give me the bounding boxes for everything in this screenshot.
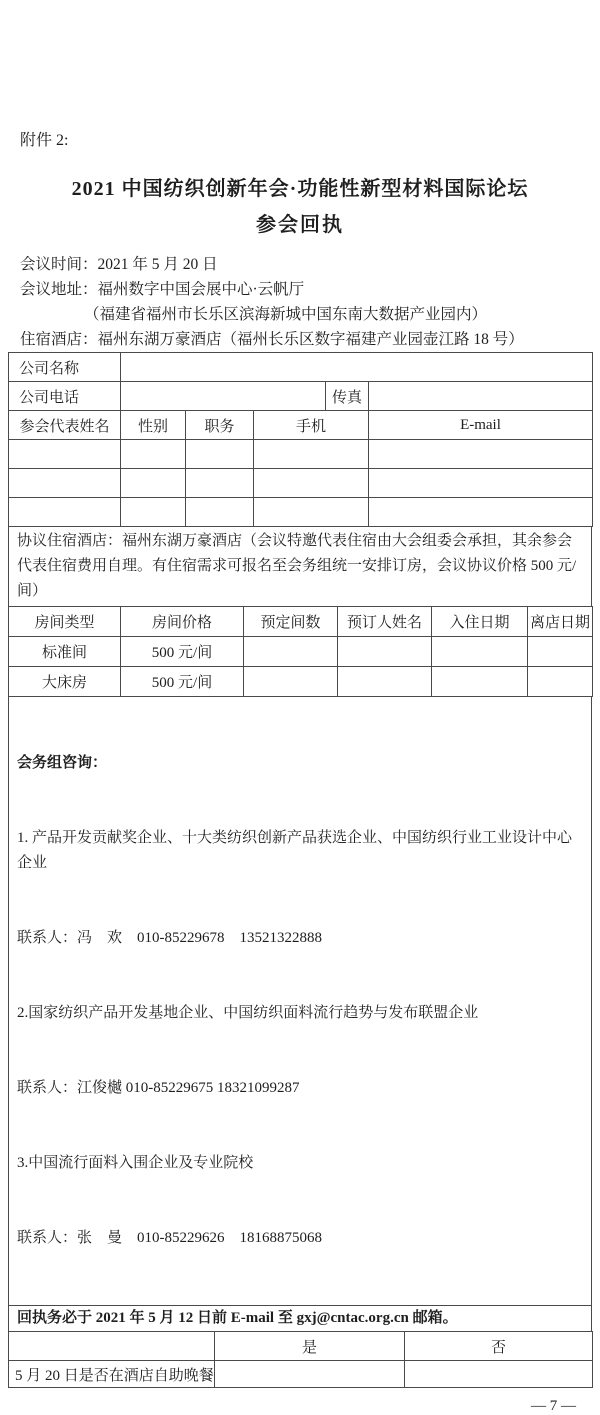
meeting-address: 会议地址：福州数字中国会展中心·云帆厅 — [20, 281, 305, 298]
registration-form — [8, 352, 592, 1388]
company-phone-label: 公司电话 — [9, 382, 121, 411]
room-header-row — [9, 607, 593, 637]
company-name-row — [9, 353, 593, 382]
meeting-info — [20, 252, 600, 352]
contact-section — [8, 696, 592, 1306]
fax-label: 传真 — [326, 382, 369, 411]
col-room-count: 预定间数 — [244, 607, 338, 637]
room-price: 500 元/间 — [121, 637, 244, 667]
delegate-blank-row — [9, 498, 593, 527]
reply-deadline-note: 回执务必于 2021 年 5 月 12 日前 E-mail 至 gxj@cntac.org.cn 邮箱。 — [8, 1305, 592, 1332]
dinner-no-blank-cell — [405, 1361, 593, 1388]
dinner-table — [8, 1331, 593, 1388]
col-email: E-mail — [369, 411, 593, 440]
no-label: 否 — [405, 1332, 593, 1361]
fax-blank-cell — [369, 382, 593, 411]
contact-section-title: 会务组咨询： — [17, 755, 108, 771]
dinner-question-row — [9, 1361, 593, 1388]
document-subtitle: 参会回执 — [256, 214, 344, 236]
attachment-label: 附件 2: — [20, 132, 69, 149]
hotel-agreement-note: 协议住宿酒店：福州东湖万豪酒店（会议特邀代表住宿由大会组委会承担，其余参会代表住宿费用自理。有住宿需求可报名至会务组统一安排订房，会议协议价格 500 元/间） — [8, 526, 592, 607]
dinner-yes-blank-cell — [215, 1361, 405, 1388]
room-row-standard — [9, 637, 593, 667]
meeting-time: 会议时间：2021 年 5 月 20 日 — [20, 256, 218, 273]
contact-person-3: 联系人：张 曼 010-85229626 18168875068 — [17, 1230, 322, 1246]
delegates-header-row — [9, 411, 593, 440]
meeting-address-note: （福建省福州市长乐区滨海新城中国东南大数据产业园内） — [84, 306, 488, 323]
room-booking-table — [8, 606, 593, 697]
company-name-blank-cell — [121, 353, 593, 382]
dinner-header-row — [9, 1332, 593, 1361]
col-position: 职务 — [186, 411, 254, 440]
contact-category-2: 2.国家纺织产品开发基地企业、中国纺织面料流行趋势与发布联盟企业 — [17, 1005, 479, 1021]
hotel-info: 住宿酒店：福州东湖万豪酒店（福州长乐区数字福建产业园壶江路 18 号） — [20, 331, 524, 348]
col-mobile: 手机 — [254, 411, 369, 440]
delegate-blank-row — [9, 469, 593, 498]
col-gender: 性别 — [121, 411, 186, 440]
col-booker-name: 预订人姓名 — [338, 607, 432, 637]
contact-person-1: 联系人：冯 欢 010-85229678 13521322888 — [17, 930, 322, 946]
document-page — [0, 130, 600, 1414]
contact-category-1: 1. 产品开发贡献奖企业、十大类纺织创新产品获选企业、中国纺织行业工业设计中心企业 — [17, 830, 573, 871]
company-info-table — [8, 352, 593, 411]
dinner-header-blank-cell — [9, 1332, 215, 1361]
delegate-blank-row — [9, 440, 593, 469]
col-checkin-date: 入住日期 — [432, 607, 528, 637]
dinner-question: 5 月 20 日是否在酒店自助晚餐 — [9, 1361, 215, 1388]
col-checkout-date: 离店日期 — [528, 607, 593, 637]
col-room-type: 房间类型 — [9, 607, 121, 637]
contact-person-2: 联系人：江俊樾 010-85229675 18321099287 — [17, 1080, 300, 1096]
company-phone-row — [9, 382, 593, 411]
company-phone-blank-cell — [121, 382, 326, 411]
room-row-king — [9, 667, 593, 697]
document-title: 2021 中国纺织创新年会·功能性新型材料国际论坛 — [71, 178, 529, 200]
contact-category-3: 3.中国流行面料入围企业及专业院校 — [17, 1155, 254, 1171]
room-type: 标准间 — [9, 637, 121, 667]
company-name-label: 公司名称 — [9, 353, 121, 382]
room-price: 500 元/间 — [121, 667, 244, 697]
col-delegate-name: 参会代表姓名 — [9, 411, 121, 440]
page-number: — 7 — — [531, 1398, 576, 1414]
delegates-table — [8, 410, 593, 527]
room-type: 大床房 — [9, 667, 121, 697]
yes-label: 是 — [215, 1332, 405, 1361]
col-room-price: 房间价格 — [121, 607, 244, 637]
